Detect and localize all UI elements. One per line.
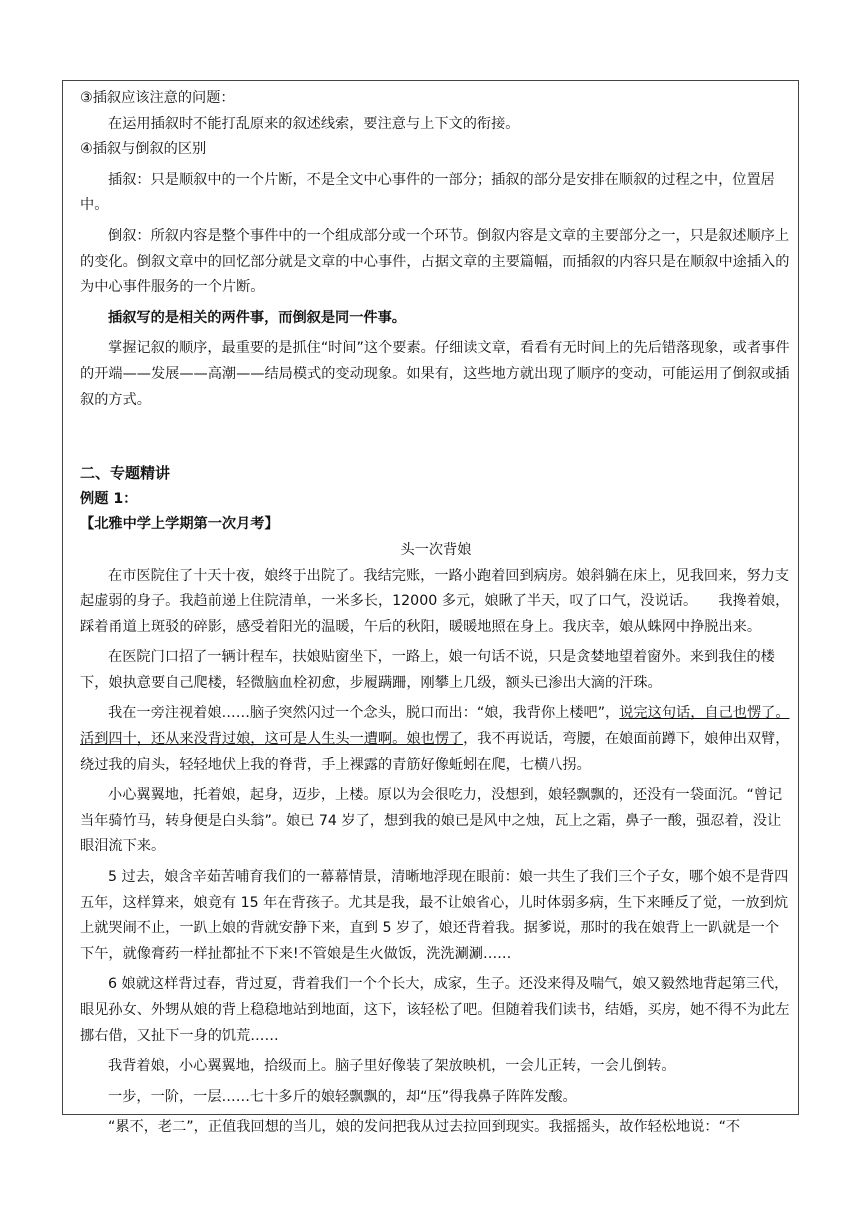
story-paragraph: 我背着娘，小心翼翼地，拾级而上。脑子里好像装了架放映机，一会儿正转，一会儿倒转。 [108, 1058, 676, 1075]
paragraph: 掌握记叙的顺序，最重要的是抓住“时间”这个要素。仔细读文章，看看有无时间上的先后错落现象，或者事件的开端——发展——高潮——结局模式的变动现象。如果有，这些地方就出现了顺序的变动，可能运用了倒叙或插叙的方式。 [80, 340, 790, 408]
story-paragraph [80, 701, 792, 778]
text-segment: ，我不再说话，弯腰，在娘面前蹲下，娘伸出双臂，绕过我的肩头，轻轻地伏上我的脊背，手上裸露的青筋好像蚯蚓在爬，七横八拐。 [80, 731, 790, 773]
paragraph: ③插叙应该注意的问题： [80, 90, 235, 106]
text-segment: 我在一旁注视着娘……脑子突然闪过一个念头，脱口而出：“娘，我背你上楼吧”， [108, 705, 620, 722]
example-label: 例题 1： [80, 490, 138, 507]
story-paragraph: 一步，一阶，一层……七十多斤的娘轻飘飘的，却“压”得我鼻子阵阵发酸。 [108, 1088, 577, 1105]
story-paragraph: 在医院门口招了一辆计程车，扶娘贴窗坐下，一路上，娘一句话不说，只是贪婪地望着窗外。来到我住的楼下，娘执意要自己爬楼，轻微脑血栓初愈，步履蹒跚，刚攀上几级，额头已渗出大滴的汗珠。 [80, 649, 775, 691]
story-paragraph: 6 娘就这样背过春，背过夏，背着我们一个个长大，成家，生子。还没来得及喘气，娘又毅然地背起第三代，眼见孙女、外甥从娘的背上稳稳地站到地面，这下，该轻松了吧。但随着我们读书，结婚，买房，她不得不为此左挪右借，又扯下一身的饥荒…… [80, 976, 790, 1044]
document-body [80, 86, 792, 1141]
story-paragraph: 5 过去，娘含辛茹苦哺育我们的一幕幕情景，清晰地浮现在眼前：娘一共生了我们三个子女，哪个娘不是背四五年，这样算来，娘竟有 15 年在背孩子。尤其是我，最不让娘省心，儿时体弱多病，生下来睡反了觉，一放到炕上就哭闹不止，一趴上娘的背就安静下来，直到 5 岁了，娘还背着我。据爹说，那时的我在娘背上一趴就是一个下午，就像膏药一样扯都扯不下来!不管娘是生火做饭，洗洗涮涮…… [80, 869, 789, 962]
paragraph: ④插叙与倒叙的区别 [80, 141, 207, 158]
source-label: 【北雅中学上学期第一次月考】 [80, 516, 279, 533]
paragraph: 插叙：只是顺叙中的一个片断，不是全文中心事件的一部分；插叙的部分是安排在顺叙的过程之中，位置居中。 [80, 171, 775, 214]
paragraph: 在运用插叙时不能打乱原来的叙述线索，要注意与上下文的衔接。 [108, 115, 520, 132]
key-point: 插叙写的是相关的两件事，而倒叙是同一件事。 [108, 309, 406, 326]
paragraph: 倒叙：所叙内容是整个事件中的一个组成部分或一个环节。倒叙内容是文章的主要部分之一，只是叙述顺序上的变化。倒叙文章中的回忆部分就是文章的中心事件，占据文章的主要篇幅，而插叙的内容只是在顺叙中途插入的为中心事件服务的一个片断。 [80, 227, 790, 296]
story-paragraph: 小心翼翼地，托着娘，起身，迈步，上楼。原以为会很吃力，没想到，娘轻飘飘的，还没有一袋面沉。“曾记当年骑竹马，转身便是白头翁”。娘已 74 岁了，想到我的娘已是风中之烛，瓦上之霜，鼻子一酸，强忍着，没让眼泪流下来。 [80, 787, 783, 855]
story-title: 头一次背娘 [400, 541, 472, 558]
story-paragraph: “累不，老二”，正值我回想的当儿，娘的发问把我从过去拉回到现实。我摇摇头，故作轻松地说：“不 [108, 1119, 741, 1136]
underlined-text: 说完这句话，自己也愣了。活到四十，还从来没背过娘，这可是人生头一遭啊。娘也愣了 [80, 705, 790, 748]
section-heading: 二、专题精讲 [80, 464, 171, 483]
story-paragraph: 在市医院住了十天十夜，娘终于出院了。我结完账，一路小跑着回到病房。娘斜躺在床上，见我回来，努力支起虚弱的身子。我趋前递上住院清单，一米多长，12000 多元，娘瞅了半天，叹了口气，没说话。 我搀着娘，踩着甬道上斑驳的碎影，感受着阳光的温暖，午后的秋阳，暖暖地照在身上。我庆幸，娘从蛛网中挣脱出来。 [80, 567, 790, 635]
